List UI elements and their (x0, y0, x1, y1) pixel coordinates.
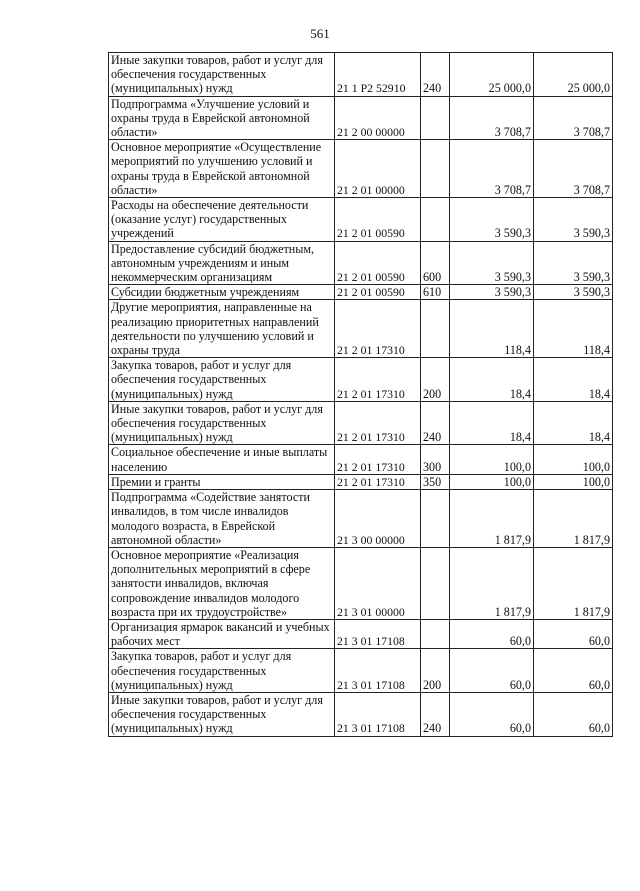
row-amount-cell: 18,4 (534, 401, 613, 445)
row-amount-cell: 1 817,9 (534, 490, 613, 548)
row-amount-cell: 60,0 (534, 649, 613, 693)
row-vr-cell (421, 300, 450, 358)
table-row (109, 96, 613, 140)
row-amount-cell: 100,0 (450, 474, 534, 489)
row-amount-cell: 3 590,3 (534, 285, 613, 300)
row-amount-cell: 18,4 (450, 358, 534, 402)
row-code-cell: 21 2 01 17310 (335, 358, 421, 402)
row-amount-cell: 3 708,7 (450, 140, 534, 198)
row-name-cell: Социальное обеспечение и иные выплаты населению (109, 445, 335, 474)
row-amount-cell: 118,4 (450, 300, 534, 358)
table-row (109, 53, 613, 97)
row-name-cell: Субсидии бюджетным учреждениям (109, 285, 335, 300)
row-vr-cell (421, 619, 450, 648)
row-name-cell: Закупка товаров, работ и услуг для обеспечения государственных (муниципальных) нужд (109, 358, 335, 402)
row-name-cell: Премии и гранты (109, 474, 335, 489)
table-row (109, 140, 613, 198)
row-amount-cell: 18,4 (450, 401, 534, 445)
row-amount-cell: 25 000,0 (534, 53, 613, 97)
row-vr-cell (421, 547, 450, 619)
row-name-cell: Подпрограмма «Улучшение условий и охраны труда в Еврейской автономной области» (109, 96, 335, 140)
row-code-cell: 21 2 01 17310 (335, 445, 421, 474)
row-vr-cell: 200 (421, 649, 450, 693)
row-code-cell: 21 2 01 17310 (335, 474, 421, 489)
row-amount-cell: 3 708,7 (534, 96, 613, 140)
row-code-cell: 21 2 01 17310 (335, 401, 421, 445)
row-amount-cell: 1 817,9 (450, 490, 534, 548)
row-amount-cell: 60,0 (450, 692, 534, 736)
row-name-cell: Иные закупки товаров, работ и услуг для обеспечения государственных (муниципальных) нужд (109, 401, 335, 445)
row-vr-cell: 610 (421, 285, 450, 300)
table-row (109, 198, 613, 242)
row-amount-cell: 3 708,7 (534, 140, 613, 198)
row-code-cell: 21 2 00 00000 (335, 96, 421, 140)
row-code-cell: 21 2 01 00590 (335, 198, 421, 242)
row-amount-cell: 3 590,3 (534, 198, 613, 242)
row-vr-cell: 350 (421, 474, 450, 489)
row-amount-cell: 100,0 (450, 445, 534, 474)
row-code-cell: 21 2 01 00590 (335, 285, 421, 300)
budget-table (108, 52, 613, 737)
row-name-cell: Подпрограмма «Содействие занятости инвалидов, в том числе инвалидов молодого возраста, в Еврейской автономной области» (109, 490, 335, 548)
row-vr-cell (421, 140, 450, 198)
row-amount-cell: 60,0 (534, 692, 613, 736)
row-vr-cell (421, 96, 450, 140)
row-code-cell: 21 3 01 17108 (335, 692, 421, 736)
row-vr-cell (421, 198, 450, 242)
table-row (109, 445, 613, 474)
table-row (109, 547, 613, 619)
table-row (109, 649, 613, 693)
row-code-cell: 21 3 01 00000 (335, 547, 421, 619)
row-amount-cell: 3 590,3 (534, 241, 613, 285)
row-vr-cell: 200 (421, 358, 450, 402)
row-amount-cell: 1 817,9 (450, 547, 534, 619)
row-name-cell: Закупка товаров, работ и услуг для обеспечения государственных (муниципальных) нужд (109, 649, 335, 693)
row-name-cell: Расходы на обеспечение деятельности (оказание услуг) государственных учреждений (109, 198, 335, 242)
row-name-cell: Иные закупки товаров, работ и услуг для обеспечения государственных (муниципальных) нужд (109, 692, 335, 736)
table-row (109, 401, 613, 445)
row-amount-cell: 3 590,3 (450, 285, 534, 300)
row-name-cell: Предоставление субсидий бюджетным, автономным учреждениям и иным некоммерческим организациям (109, 241, 335, 285)
table-row (109, 474, 613, 489)
row-amount-cell: 3 590,3 (450, 241, 534, 285)
row-name-cell: Организация ярмарок вакансий и учебных рабочих мест (109, 619, 335, 648)
table-row (109, 619, 613, 648)
row-amount-cell: 100,0 (534, 474, 613, 489)
row-code-cell: 21 3 00 00000 (335, 490, 421, 548)
row-vr-cell: 240 (421, 53, 450, 97)
row-amount-cell: 60,0 (450, 619, 534, 648)
table-row (109, 490, 613, 548)
row-vr-cell (421, 490, 450, 548)
row-amount-cell: 18,4 (534, 358, 613, 402)
table-row (109, 285, 613, 300)
row-amount-cell: 25 000,0 (450, 53, 534, 97)
row-code-cell: 21 2 01 00590 (335, 241, 421, 285)
row-code-cell: 21 3 01 17108 (335, 619, 421, 648)
table-row (109, 692, 613, 736)
row-name-cell: Другие мероприятия, направленные на реализацию приоритетных направлений деятельности по улучшению условий и охраны труда (109, 300, 335, 358)
row-vr-cell: 600 (421, 241, 450, 285)
table-row (109, 358, 613, 402)
row-amount-cell: 100,0 (534, 445, 613, 474)
row-amount-cell: 118,4 (534, 300, 613, 358)
row-name-cell: Основное мероприятие «Реализация дополнительных мероприятий в сфере занятости инвалидов, включая сопровождение инвалидов молодого возраста при их трудоустройстве» (109, 547, 335, 619)
table-row (109, 241, 613, 285)
row-vr-cell: 240 (421, 401, 450, 445)
row-code-cell: 21 2 01 00000 (335, 140, 421, 198)
table-row (109, 300, 613, 358)
row-amount-cell: 60,0 (450, 649, 534, 693)
row-vr-cell: 240 (421, 692, 450, 736)
row-code-cell: 21 1 P2 52910 (335, 53, 421, 97)
row-code-cell: 21 2 01 17310 (335, 300, 421, 358)
page-number: 561 (310, 26, 330, 41)
row-name-cell: Иные закупки товаров, работ и услуг для обеспечения государственных (муниципальных) нужд (109, 53, 335, 97)
row-amount-cell: 60,0 (534, 619, 613, 648)
row-amount-cell: 3 590,3 (450, 198, 534, 242)
row-name-cell: Основное мероприятие «Осуществление мероприятий по улучшению условий и охраны труда в Еврейской автономной области» (109, 140, 335, 198)
row-amount-cell: 3 708,7 (450, 96, 534, 140)
row-vr-cell: 300 (421, 445, 450, 474)
row-amount-cell: 1 817,9 (534, 547, 613, 619)
row-code-cell: 21 3 01 17108 (335, 649, 421, 693)
